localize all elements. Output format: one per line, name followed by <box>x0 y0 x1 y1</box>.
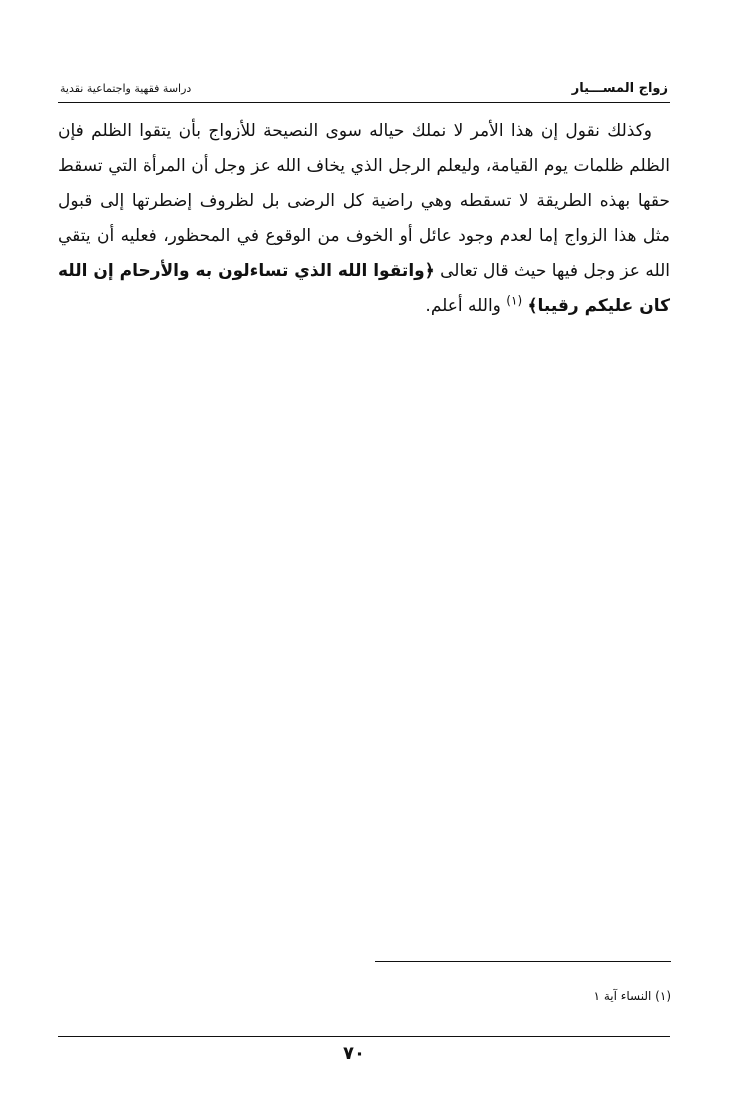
body-text-before-verse: وكذلك نقول إن هذا الأمر لا نملك حياله سوى النصيحة للأزواج بأن يتقوا الظلم فإن الظلم ظلمات يوم القيامة، وليعلم الرجل الذي يخاف الله عز وجل أن المرأة التي تسقط حقها بهذه الطريقة لا تسقطه وهي راضية كل الرضى بل لظروف إضطرتها إلى قبول مثل هذا الزواج إما لعدم وجود عائل أو الخوف من الوقوع في المحظور، فعليه أن يتقي الله عز وجل فيها حيث قال تعالى <box>58 121 670 281</box>
footnote-reference: (١) <box>506 293 523 308</box>
body-paragraph <box>58 114 670 324</box>
quran-verse: ﴿واتقوا الله الذي تساءلون به والأرحام إن الله كان عليكم رقيبا﴾ <box>57 261 670 316</box>
header-divider <box>58 102 670 103</box>
header-book-title: زواج المســـيار <box>571 81 668 96</box>
body-text-after-verse: والله أعلم. <box>425 296 507 316</box>
running-header <box>58 79 670 101</box>
header-subtitle: دراسة فقهية واجتماعية نقدية <box>60 82 192 95</box>
footnote: (١) النساء آية ١ <box>593 989 671 1003</box>
footer-divider <box>58 1036 670 1037</box>
footnote-divider <box>375 961 671 962</box>
page-number: ٧٠ <box>343 1043 365 1064</box>
